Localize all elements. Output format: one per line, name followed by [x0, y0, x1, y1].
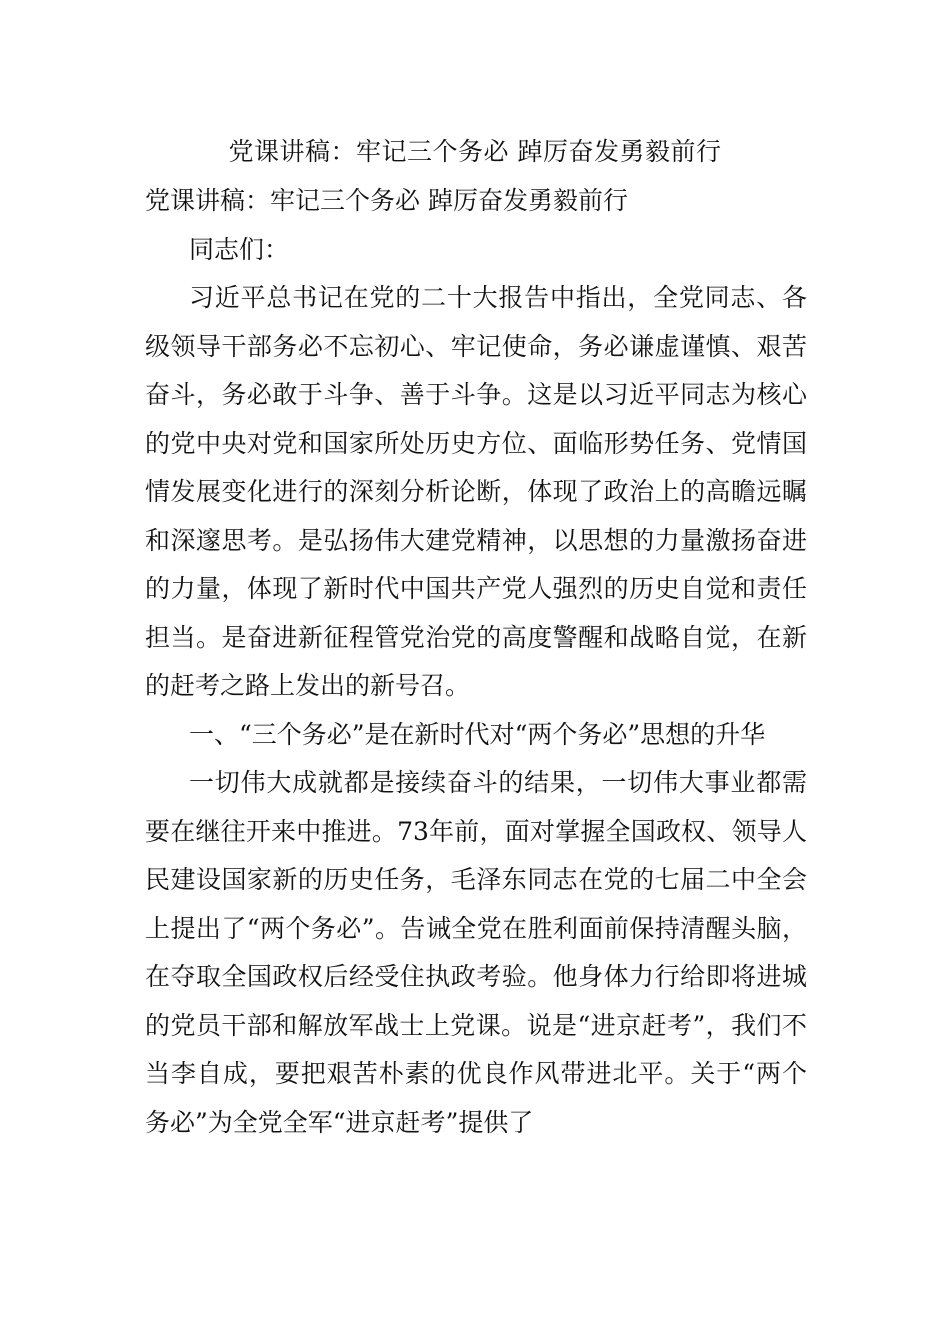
paragraph: 习近平总书记在党的二十大报告中指出，全党同志、各级领导干部务必不忘初心、牢记使命，务必谦虚谨慎、艰苦奋斗，务必敢于斗争、善于斗争。这是以习近平同志为核心的党中央对党和国家所处历史方位、面临形势任务、党情国情发展变化进行的深刻分析论断，体现了政治上的高瞻远瞩和深邃思考。是弘扬伟大建党精神，以思想的力量激扬奋进的力量，体现了新时代中国共产党人强烈的历史自觉和责任担当。是奋进新征程管党治党的高度警醒和战略自觉，在新的赶考之路上发出的新号召。	[145, 283, 807, 700]
document-body	[145, 177, 807, 1147]
salutation: 同志们：	[189, 234, 290, 264]
document-subtitle: 党课讲稿：牢记三个务必 踔厉奋发勇毅前行	[145, 186, 628, 215]
document-title: 党课讲稿：牢记三个务必 踔厉奋发勇毅前行	[228, 137, 722, 166]
section-heading: 一、“三个务必”是在新时代对“两个务必”思想的升华	[189, 719, 766, 749]
paragraph: 一切伟大成就都是接续奋斗的结果，一切伟大事业都需要在继往开来中推进。73年前，面对掌握全国政权、领导人民建设国家新的历史任务，毛泽东同志在党的七届二中全会上提出了“两个务必”。告诫全党在胜利面前保持清醒头脑，在夺取全国政权后经受住执政考验。他身体力行给即将进城的党员干部和解放军战士上党课。说是“进京赶考”，我们不当李自成，要把艰苦朴素的优良作风带进北平。关于“两个务必”为全党全军“进京赶考”提供了	[145, 768, 807, 1137]
